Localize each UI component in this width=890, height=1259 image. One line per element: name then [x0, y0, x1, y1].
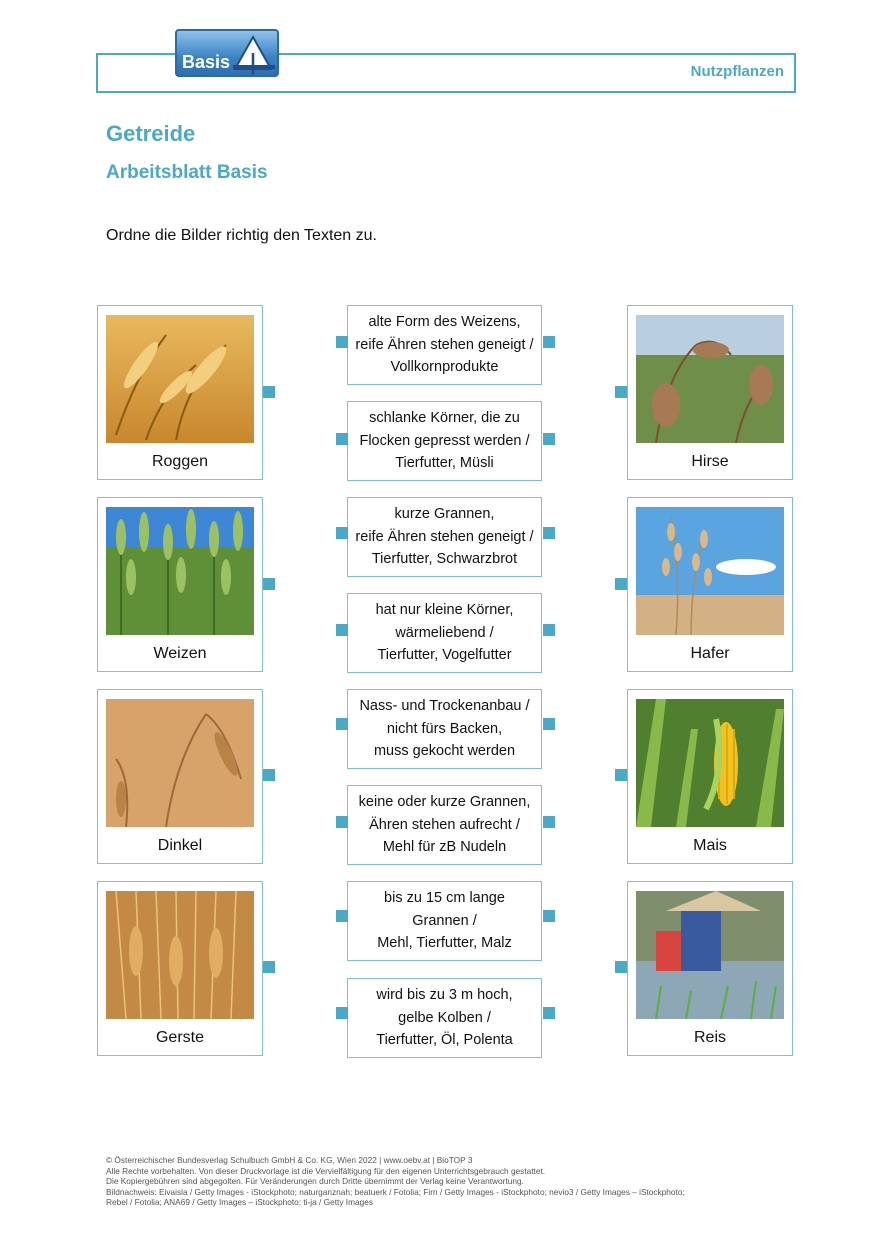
text-dot-left[interactable]: [336, 718, 348, 730]
text-dot-right[interactable]: [543, 433, 555, 445]
text-line: reife Ähren stehen geneigt /: [355, 528, 534, 545]
card-label: Hafer: [690, 645, 730, 662]
text-line: Ähren stehen aufrecht /: [369, 816, 520, 833]
millet-photo: [636, 315, 784, 443]
text-dot-right[interactable]: [543, 718, 555, 730]
text-dot-left[interactable]: [336, 624, 348, 636]
image-card-weizen[interactable]: [97, 497, 263, 672]
footer-line: Rebel / Fotolia; ANA69 / Getty Images – iStockphoto; ti-ja / Getty Images: [106, 1197, 374, 1207]
text-card[interactable]: [347, 881, 542, 961]
spelt-photo: [106, 699, 254, 827]
page-subtitle: Arbeitsblatt Basis: [106, 162, 268, 183]
text-line: keine oder kurze Grannen,: [358, 794, 531, 811]
text-line: Nass- und Trockenanbau /: [359, 698, 530, 715]
connector-dot-weizen[interactable]: [263, 578, 275, 590]
text-line: Vollkornprodukte: [390, 359, 499, 376]
oat-photo: [636, 507, 784, 635]
text-line: Tierfutter, Öl, Polenta: [376, 1032, 513, 1049]
footer-line: Die Kopiergebühren sind abgegolten. Für Veränderungen durch Dritte übernimmt der Verlag keine Verantwortung.: [106, 1176, 524, 1186]
text-line: Tierfutter, Vogelfutter: [377, 647, 512, 664]
card-label: Mais: [693, 837, 727, 854]
text-card[interactable]: [347, 689, 542, 769]
corn-photo: [636, 699, 784, 827]
text-line: Mehl für zB Nudeln: [382, 839, 507, 856]
text-dot-left[interactable]: [336, 433, 348, 445]
logo-text: Basis: [182, 52, 231, 72]
connector-dot-hirse[interactable]: [615, 386, 627, 398]
text-line: Tierfutter, Müsli: [395, 455, 494, 472]
text-card[interactable]: [347, 978, 542, 1058]
text-dot-right[interactable]: [543, 336, 555, 348]
text-card[interactable]: [347, 497, 542, 577]
page-title: Getreide: [106, 121, 196, 146]
text-line: Mehl, Tierfutter, Malz: [377, 935, 512, 952]
card-label: Weizen: [153, 645, 207, 662]
text-line: Grannen /: [412, 912, 477, 929]
text-line: kurze Grannen,: [394, 506, 495, 523]
text-line: nicht fürs Backen,: [386, 720, 503, 737]
card-label: Hirse: [691, 453, 729, 470]
footer-credits: [106, 1155, 685, 1208]
text-line: alte Form des Weizens,: [368, 314, 521, 331]
text-dot-left[interactable]: [336, 527, 348, 539]
connector-dot-dinkel[interactable]: [263, 769, 275, 781]
section-label: Nutzpflanzen: [690, 63, 784, 80]
text-dot-left[interactable]: [336, 816, 348, 828]
text-dot-left[interactable]: [336, 1007, 348, 1019]
text-card[interactable]: [347, 305, 542, 385]
text-line: muss gekocht werden: [373, 743, 516, 760]
image-card-hirse[interactable]: [627, 305, 793, 480]
footer-line: © Österreichischer Bundesverlag Schulbuch GmbH & Co. KG, Wien 2022 | www.oebv.at | BioTOP 3: [106, 1155, 473, 1165]
connector-dot-reis[interactable]: [615, 961, 627, 973]
connector-dot-hafer[interactable]: [615, 578, 627, 590]
text-dot-right[interactable]: [543, 816, 555, 828]
logo-triangle-icon: [177, 31, 279, 77]
text-card[interactable]: [347, 785, 542, 865]
image-card-mais[interactable]: [627, 689, 793, 864]
text-line: hat nur kleine Körner,: [375, 602, 514, 619]
image-card-hafer[interactable]: [627, 497, 793, 672]
rye-photo: [106, 315, 254, 443]
footer-line: Alle Rechte vorbehalten. Von dieser Druckvorlage ist die Vervielfältigung für den eigenen Unterrichtsgebrauch gestattet.: [106, 1165, 546, 1176]
text-dot-right[interactable]: [543, 624, 555, 636]
footer-line: Bildnachweis: Eivaisla / Getty Images - iStockphoto; naturganznah; beatuerk / Fotolia; Firn / Getty Images - iStockphoto; nevio3 / Getty Images – iStockphoto;: [106, 1186, 685, 1197]
text-line: wärmeliebend /: [395, 624, 494, 641]
image-card-reis[interactable]: [627, 881, 793, 1056]
basis-logo: [175, 29, 279, 77]
text-dot-left[interactable]: [336, 336, 348, 348]
barley-photo: [106, 891, 254, 1019]
text-dot-right[interactable]: [543, 910, 555, 922]
rice-photo: [636, 891, 784, 1019]
text-line: gelbe Kolben /: [398, 1009, 491, 1026]
image-card-roggen[interactable]: [97, 305, 263, 480]
instruction-text: Ordne die Bilder richtig den Texten zu.: [106, 227, 377, 244]
image-card-gerste[interactable]: [97, 881, 263, 1056]
text-line: Tierfutter, Schwarzbrot: [371, 551, 518, 568]
image-card-dinkel[interactable]: [97, 689, 263, 864]
card-label: Gerste: [155, 1029, 204, 1046]
card-label: Dinkel: [157, 837, 203, 854]
text-line: bis zu 15 cm lange: [384, 890, 505, 907]
card-label: Reis: [693, 1029, 726, 1046]
connector-dot-roggen[interactable]: [263, 386, 275, 398]
connector-dot-gerste[interactable]: [263, 961, 275, 973]
text-line: Flocken gepresst werden /: [359, 432, 530, 449]
wheat-photo: [106, 507, 254, 635]
text-line: wird bis zu 3 m hoch,: [376, 987, 513, 1004]
card-label: Roggen: [151, 453, 209, 470]
connector-dot-mais[interactable]: [615, 769, 627, 781]
text-dot-left[interactable]: [336, 910, 348, 922]
text-dot-right[interactable]: [543, 1007, 555, 1019]
text-card[interactable]: [347, 401, 542, 481]
text-line: reife Ähren stehen geneigt /: [355, 336, 534, 353]
text-card[interactable]: [347, 593, 542, 673]
text-line: schlanke Körner, die zu: [369, 410, 520, 427]
text-dot-right[interactable]: [543, 527, 555, 539]
